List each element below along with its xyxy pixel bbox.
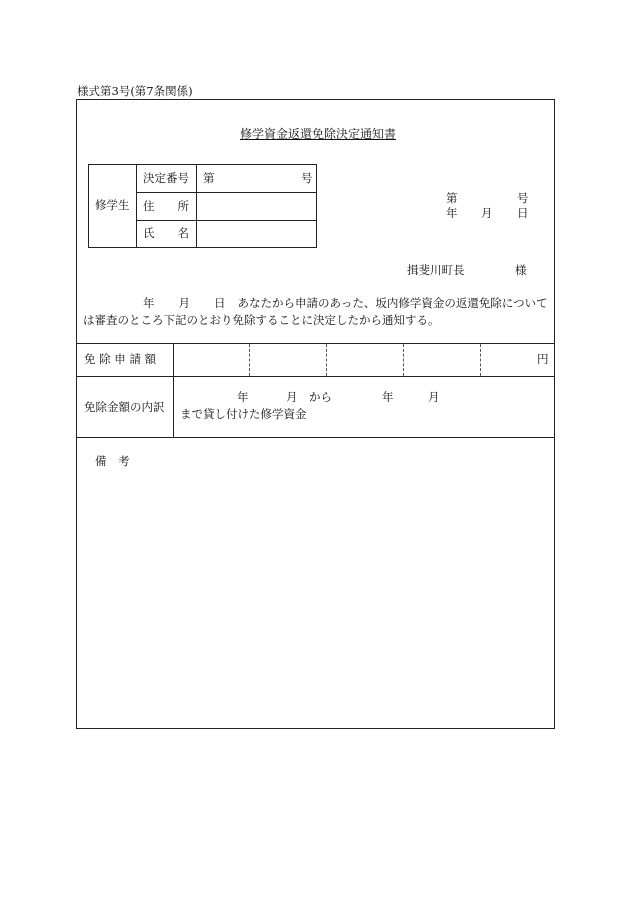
paragraph-year: 年 — [143, 296, 155, 310]
breakdown-year2-text: 年 — [382, 390, 394, 404]
breakdown-description: まで貸し付けた修学資金 — [180, 407, 307, 421]
doc-date-day: 日 — [517, 206, 529, 220]
notice-form — [76, 99, 555, 729]
addressee-name: 揖斐川町長 — [407, 263, 465, 277]
doc-number-prefix: 第 — [446, 191, 458, 205]
notice-paragraph — [83, 295, 553, 329]
breakdown-label: 免除金額の内訳 — [84, 400, 165, 414]
breakdown-from: から — [309, 390, 332, 404]
doc-number-suffix: 号 — [517, 191, 529, 205]
paragraph-month: 月 — [178, 296, 190, 310]
form-number-label: 様式第3号(第7条関係) — [77, 84, 193, 98]
address-label: 住 所 — [143, 199, 189, 213]
student-info-table — [88, 164, 317, 248]
breakdown-month2: 月 — [428, 390, 440, 404]
decision-number-suffix: 号 — [301, 171, 313, 185]
remarks-label: 備 考 — [95, 454, 130, 468]
exemption-amount-label: 免 除 申 請 額 — [84, 352, 157, 366]
student-group-label: 修学生 — [95, 198, 130, 212]
breakdown-year1: 年 — [237, 390, 249, 404]
name-label: 氏 名 — [143, 226, 189, 240]
document-title: 修学資金返還免除決定通知書 — [240, 127, 397, 141]
decision-number-label: 決定番号 — [143, 171, 189, 185]
addressee-honorific: 様 — [515, 263, 527, 277]
decision-number-prefix: 第 — [203, 171, 215, 185]
paragraph-day: 日 — [214, 296, 226, 310]
paragraph-text: あなたから申請のあった、坂内修学資金の返還免除については審査のところ下記のとおり免除することに決定したから通知する。 — [83, 296, 548, 327]
doc-date-year: 年 — [446, 206, 458, 220]
breakdown-month1: 月 — [286, 390, 298, 404]
yen-unit: 円 — [537, 352, 549, 366]
doc-date-month: 月 — [481, 206, 493, 220]
